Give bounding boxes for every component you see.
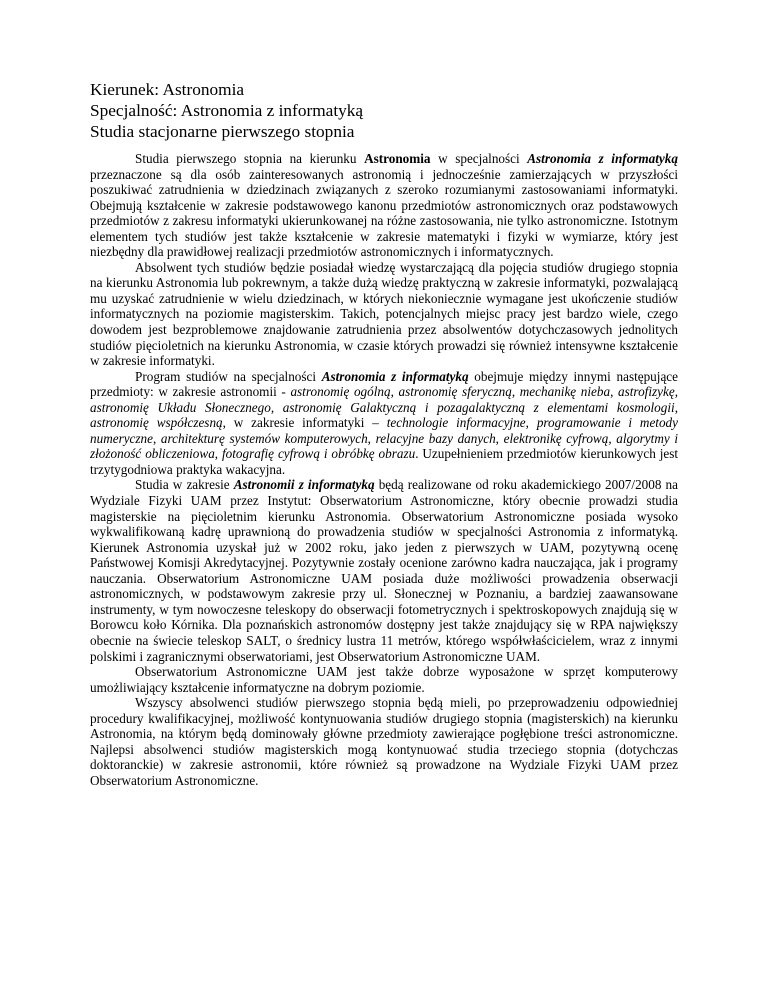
text-run: ,: [367, 430, 376, 446]
text-run: będą realizowane od roku akademickiego 2007/2008 na Wydziale Fizyki UAM przez Instytut: Obserwatorium Astronomiczne, który obecnie prowadzi studia magisterskie na pięcioletnim kierunku Astronomia. Obserwatorium Astronomiczne posiada wysoko wykwalifikowaną kadrę uprawnioną do prowadzenia studiów w specjalności Astronomia z informatyką. Kierunek Astronomia uzyskał już w 2002 roku, jako jeden z pierwszych w UAM, pozytywną ocenę Państwowej Komisji Akredytacyjnej. Pozytywnie zostały ocenione zarówno kadra nauczająca, jak i programy nauczania. Obserwatorium Astronomiczne UAM posiada duże możliwości prowadzenia obserwacji astronomicznych, w podstawowym zakresie przy ul. Słonecznej w Poznaniu, a bardziej zaawansowane instrumenty, w tym nowoczesne teleskopy do obserwacji fotometrycznych i spektroskopowych znajdują się w Borowcu koło Kórnika. Dla poznańskich astronomów dostępny jest także znajdujący się w RPA największy obecnie na świecie teleskop SALT, o średnicy lustra 11 metrów, którego współwłaścicielem, wraz z innymi polskimi i zagranicznymi obserwatoriami, jest Obserwatorium Astronomiczne UAM.: [90, 477, 678, 664]
document-page: [90, 79, 678, 788]
text-run: ,: [674, 399, 678, 415]
bold-text: Astronomia: [364, 151, 431, 166]
heading-field-of-study: Kierunek: Astronomia: [90, 80, 245, 99]
text-run: Studia pierwszego stopnia na kierunku: [135, 151, 365, 166]
italic-subject: astronomię ogólną: [290, 384, 391, 400]
text-run: ,: [390, 384, 399, 400]
heading-study-mode: Studia stacjonarne pierwszego stopnia: [90, 122, 355, 141]
text-run: ,: [495, 430, 504, 446]
text-run: Studia w zakresie: [135, 477, 234, 493]
italic-subject: astronomię Galaktyczną i pozagalaktyczną z elementami kosmologii: [282, 399, 675, 415]
text-run: ,: [152, 430, 161, 446]
text-run: w specjalności: [430, 151, 528, 166]
text-run: ,: [608, 430, 617, 446]
paragraph-intro: [90, 151, 678, 260]
italic-subject: elektronikę cyfrową: [503, 430, 609, 446]
bold-italic-text: Astronomii z informatyką: [233, 477, 375, 493]
document-heading: [90, 79, 678, 142]
text-run: ,: [511, 384, 520, 400]
italic-subject: architekturę systemów komputerowych: [160, 430, 368, 446]
text-run: obejmuje między innymi następujące przedmioty: w zakresie astronomii -: [90, 368, 679, 400]
text-run: , w zakresie informatyki –: [222, 415, 387, 431]
italic-subject: astronomię sferyczną: [398, 384, 512, 400]
text-run: przeznaczone są dla osób zainteresowanych astronomią i jednocześnie zamierzających w przyszłości poszukiwać zatrudnienia w dziedzinach związanych z szeroko rozumianymi zastosowaniami informatyki. Obejmują kształcenie w zakresie podstawowego kanonu przedmiotów astronomicznych oraz podstawowych przedmiotów z zakresu informatyki ukierunkowanej na różne zastosowania, nie tylko astronomiczne. Istotnym elementem tych studiów jest także kształcenie w zakresie matematyki i fizyki w wymiarze, który jest niezbędny dla prawidłowej realizacji przedmiotów astronomicznych i informatycznych.: [90, 166, 678, 260]
italic-subject: algorytmy i złożoność obliczeniowa: [90, 430, 678, 462]
text-run: ,: [610, 384, 619, 400]
text-run: ,: [214, 446, 223, 462]
text-run: ,: [270, 399, 283, 415]
text-run: . Uzupełnieniem przedmiotów kierunkowych jest trzytygodniowa praktyka wakacyjna.: [90, 446, 679, 477]
italic-subject: relacyjne bazy danych: [375, 430, 496, 446]
text-run: ,: [674, 384, 678, 400]
document-body: [90, 151, 678, 788]
italic-subject: technologie informacyjne: [386, 415, 526, 431]
paragraph-equipment: Obserwatorium Astronomiczne UAM jest także dobrze wyposażone w sprzęt komputerowy umożliwiający kształcenie informatyczne na dobrym poziomie.: [90, 664, 678, 695]
italic-subject: astrofizykę: [618, 384, 675, 400]
heading-specialization: Specjalność: Astronomia z informatyką: [90, 101, 364, 120]
italic-subject: astronomię Układu Słonecznego: [90, 399, 271, 415]
text-run: ,: [525, 415, 537, 431]
paragraph-program: [90, 369, 678, 478]
italic-subject: programowanie i metody numeryczne: [90, 415, 679, 446]
text-run: Program studiów na specjalności: [135, 368, 322, 384]
italic-subject: fotografię cyfrową i obróbkę obrazu: [222, 446, 416, 462]
italic-subject: astronomię współczesną: [90, 415, 223, 431]
bold-italic-text: Astronomia z informatyką: [527, 151, 678, 166]
bold-italic-text: Astronomia z informatyką: [321, 368, 469, 384]
paragraph-continuation: Wszyscy absolwenci studiów pierwszego stopnia będą mieli, po przeprowadzeniu odpowiedniej procedury kwalifikacyjnej, możliwość kontynuowania studiów drugiego stopnia (magisterskich) na kierunku Astronomia, na którym będą dominowały główne przedmioty zawierające pogłębione treści astronomiczne. Najlepsi absolwenci studiów magisterskich mogą kontynuować studia trzeciego stopnia (dotychczas doktoranckie) w zakresie astronomii, które również są prowadzone na Wydziale Fizyki UAM przez Obserwatorium Astronomiczne.: [90, 695, 678, 788]
paragraph-realization: [90, 477, 678, 664]
italic-subject: mechanikę nieba: [519, 384, 611, 400]
paragraph-graduate: Absolwent tych studiów będzie posiadał wiedzę wystarczającą dla pojęcia studiów drugiego stopnia na kierunku Astronomia lub pokrewnym, a także dużą wiedzę praktyczną w zakresie informatyki, pozwalającą mu uzyskać zatrudnienie w wielu dziedzinach, w których niekoniecznie wymagane jest ukończenie studiów informatycznych na poziomie magisterskim. Takich, potencjalnych miejsc pracy jest bardzo wiele, czego dowodem jest bezproblemowe znajdowanie zatrudnienia przez absolwentów dotychczasowych jednolitych studiów pięcioletnich na kierunku Astronomia, w czasie których prowadzi się również intensywne kształcenie w zakresie informatyki.: [90, 259, 678, 369]
